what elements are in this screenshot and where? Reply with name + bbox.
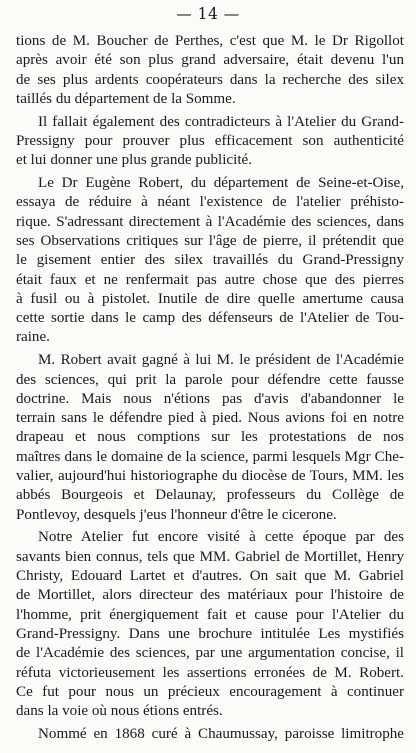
paragraph [16, 725, 404, 744]
text-line: terrain sans le défendre pied à pied. Nous avions foi en notre [16, 410, 404, 427]
text-line: valier, aujourd'hui historiographe du diocèse de Tours, MM. les [16, 468, 404, 485]
text-line: après avoir été son plus grand adversaire, était devenu l'un [16, 52, 404, 69]
text-line: était faux et ne renfermait pas autre chose que des pierres [16, 271, 404, 288]
text-line: de l'Académie des sciences, par une argumentation concise, il [16, 645, 404, 662]
text-line: Nommé en 1868 curé à Chaumussay, paroisse limitrophe [38, 725, 404, 742]
text-line: de Mortillet, alors directeur des matériaux pour l'histoire de [16, 587, 404, 604]
text-line: drapeau et nous comptions sur les protestations de nos [16, 429, 404, 446]
text-line: Pontlevoy, desquels j'eus l'honneur d'être le cicerone. [16, 506, 337, 523]
page-number: — 14 — [176, 5, 240, 23]
text-line: tions de M. Boucher de Perthes, c'est que M. le Dr Rigollot [16, 33, 404, 49]
text-line: Pressigny pour prouver plus efficacement son authenticité [16, 132, 404, 149]
text-line: réfuta victorieusement les assertions erronées de M. Robert. [16, 664, 404, 681]
text-line: et lui donner une plus grande publicité. [16, 152, 252, 169]
text-line: l'homme, prit énergiquement fait et cause pour l'Atelier du [16, 606, 404, 623]
text-line: Le Dr Eugène Robert, du département de Seine-et-Oise, [38, 175, 404, 192]
text-line: à fusil ou à pistolet. Inutile de dire quelle amertume causa [16, 290, 404, 307]
text-line: de ses plus ardents coopérateurs dans la recherche des silex [16, 71, 404, 88]
text-line: maîtres dans le domaine de la science, parmi lesquels Mgr Che- [16, 448, 404, 465]
text-line: M. Robert avait gagné à lui M. le président de l'Académie [38, 352, 404, 369]
text-line: savants bien connus, tels que MM. Gabriel de Mortillet, Henry [16, 548, 404, 565]
text-line: des sciences, qui prit la parole pour défendre cette fausse [16, 371, 404, 388]
paragraph [16, 528, 404, 721]
text-line: Ce fut pour nous un précieux encouragement à continuer [16, 683, 404, 700]
text-line: Il fallait également des contradicteurs à l'Atelier du Grand- [38, 113, 404, 130]
paragraph [16, 351, 404, 525]
text-line: ses Observations critiques sur l'âge de pierre, il prétendit que [16, 232, 404, 249]
text-line: doctrine. Mais nous n'étions pas d'avis d'abandonner le [16, 390, 404, 407]
text-line: Christy, Edouard Lartet et d'autres. On sait que M. Gabriel [16, 568, 404, 585]
text-line: raine. [16, 329, 50, 346]
text-line: cette sortie dans le camp des défenseurs de l'Atelier de Tou- [16, 310, 404, 327]
paragraph [16, 113, 404, 171]
text-line: essaya de réduire à néant l'existence de l'atelier préhisto- [16, 194, 404, 211]
paragraph [16, 174, 404, 348]
text-line: abbés Bourgeois et Delaunay, professeurs du Collège de [16, 487, 404, 504]
paragraph [16, 32, 404, 109]
text-line: dans la voie où nous étions entrés. [16, 703, 223, 720]
text-line: Grand-Pressigny. Dans une brochure intitulée Les mystifiés [16, 625, 404, 642]
text-line: Notre Atelier fut encore visité à cette époque par des [38, 529, 404, 546]
body-text [16, 32, 404, 744]
text-line: taillés du département de la Somme. [16, 90, 236, 107]
text-line: rique. S'adressant directement à l'Académie des sciences, dans [16, 213, 404, 230]
text-line: le gisement entier des silex travaillés du Grand-Pressigny [16, 252, 404, 269]
